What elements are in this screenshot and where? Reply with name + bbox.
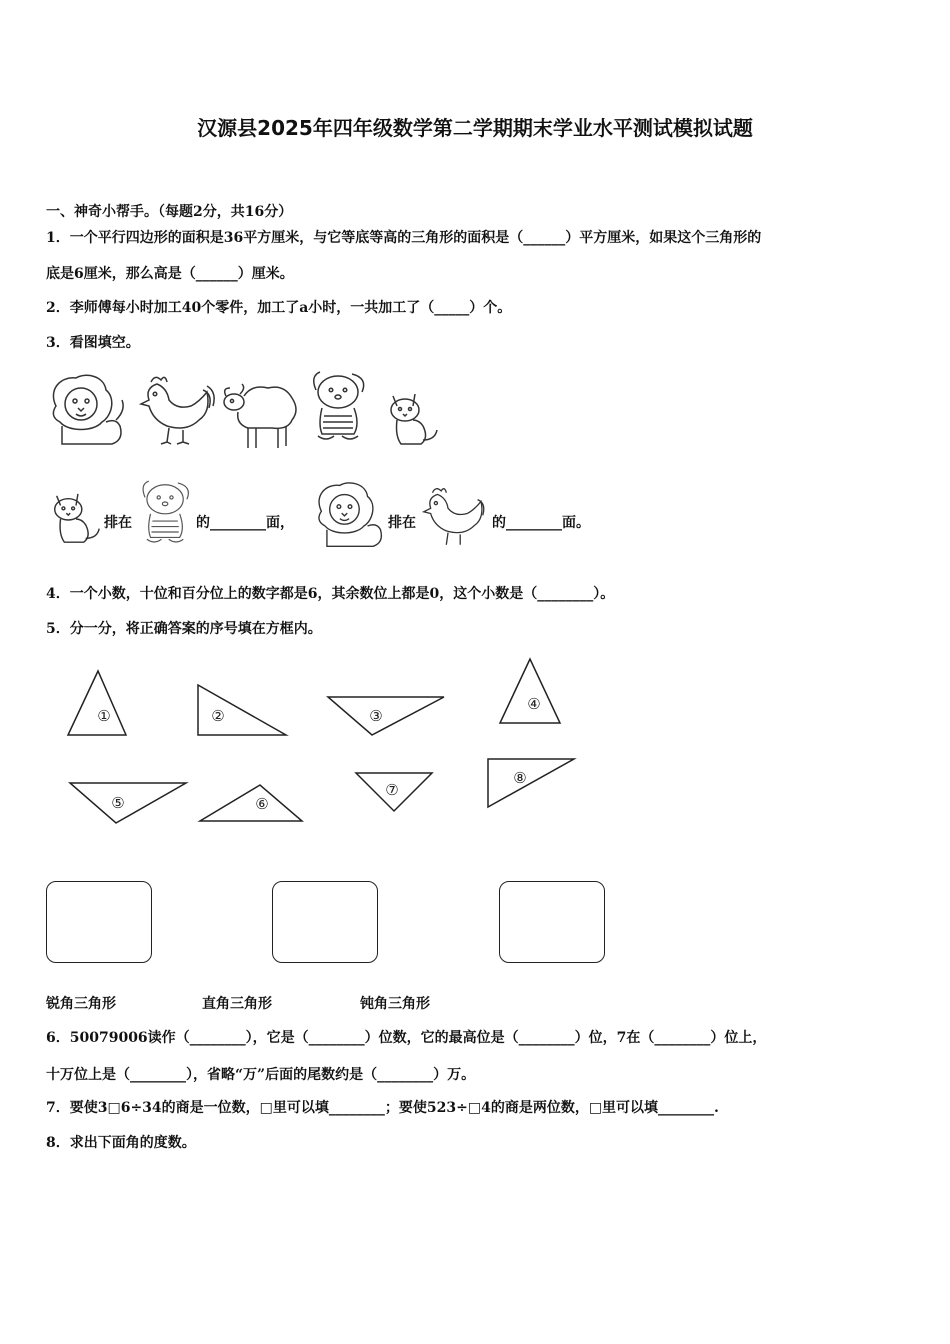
triangle-label-6: ⑥ <box>255 795 269 813</box>
triangle-4 <box>500 659 560 723</box>
right-triangle-label: 直角三角形 <box>202 996 272 1012</box>
cat-icon <box>48 490 104 548</box>
triangle-label-4: ④ <box>527 695 541 713</box>
puppy-icon <box>136 474 196 550</box>
triangle-label-1: ① <box>97 707 111 725</box>
rooster-icon <box>137 372 217 448</box>
obtuse-triangle-box[interactable] <box>499 881 605 963</box>
question-3: 3．看图填空。 <box>46 335 140 351</box>
sheep-icon <box>222 380 300 452</box>
question-8: 8．求出下面角的度数。 <box>46 1135 196 1151</box>
triangle-3 <box>328 697 444 735</box>
puppy-icon <box>306 366 372 446</box>
question-2: 2．李师傅每小时加工40个零件，加工了a小时，一共加工了（_____）个。 <box>46 300 512 316</box>
triangle-5 <box>70 783 186 823</box>
lion-icon <box>312 478 388 550</box>
triangle-1 <box>68 671 126 735</box>
question-6-line-2: 十万位上是（________），省略“万”后面的尾数约是（________）万。 <box>46 1067 476 1083</box>
rank-text-2: 排在 <box>388 515 416 531</box>
triangle-8 <box>488 759 574 807</box>
obtuse-triangle-label: 钝角三角形 <box>360 996 430 1012</box>
right-triangle-box[interactable] <box>272 881 378 963</box>
lion-icon <box>46 370 128 448</box>
section-heading: 一、神奇小帮手。（每题2分，共16分） <box>46 204 293 220</box>
question-5: 5．分一分，将正确答案的序号填在方框内。 <box>46 621 322 637</box>
cat-icon <box>385 390 441 450</box>
triangle-6 <box>200 785 302 821</box>
acute-triangle-label: 锐角三角形 <box>46 996 116 1012</box>
page-title: 汉源县2025年四年级数学第二学期期末学业水平测试模拟试题 <box>197 116 753 140</box>
triangle-figures <box>60 655 590 835</box>
question-7: 7．要使3□6÷34的商是一位数，□里可以填________；要使523÷□4的商是两位数，□里可以填________. <box>46 1100 719 1116</box>
blank-answer-2: 的________面。 <box>492 515 590 531</box>
question-1-line-1: 1．一个平行四边形的面积是36平方厘米，与它等底等高的三角形的面积是（______）平方厘米，如果这个三角形的 <box>46 230 762 246</box>
rank-text-1: 排在 <box>104 515 132 531</box>
question-1-line-2: 底是6厘米，那么高是（______）厘米。 <box>46 266 294 282</box>
triangle-label-8: ⑧ <box>513 769 527 787</box>
question-6-line-1: 6．50079006读作（________），它是（________）位数，它的最高位是（________）位，7在（________）位上， <box>46 1030 767 1046</box>
acute-triangle-box[interactable] <box>46 881 152 963</box>
triangle-label-7: ⑦ <box>385 781 399 799</box>
triangle-label-2: ② <box>211 707 225 725</box>
rooster-icon <box>420 484 490 550</box>
question-4: 4．一个小数，十位和百分位上的数字都是6，其余数位上都是0，这个小数是（________）。 <box>46 586 615 602</box>
triangle-label-5: ⑤ <box>111 794 125 812</box>
blank-answer-1: 的________面， <box>196 515 294 531</box>
triangle-label-3: ③ <box>369 707 383 725</box>
